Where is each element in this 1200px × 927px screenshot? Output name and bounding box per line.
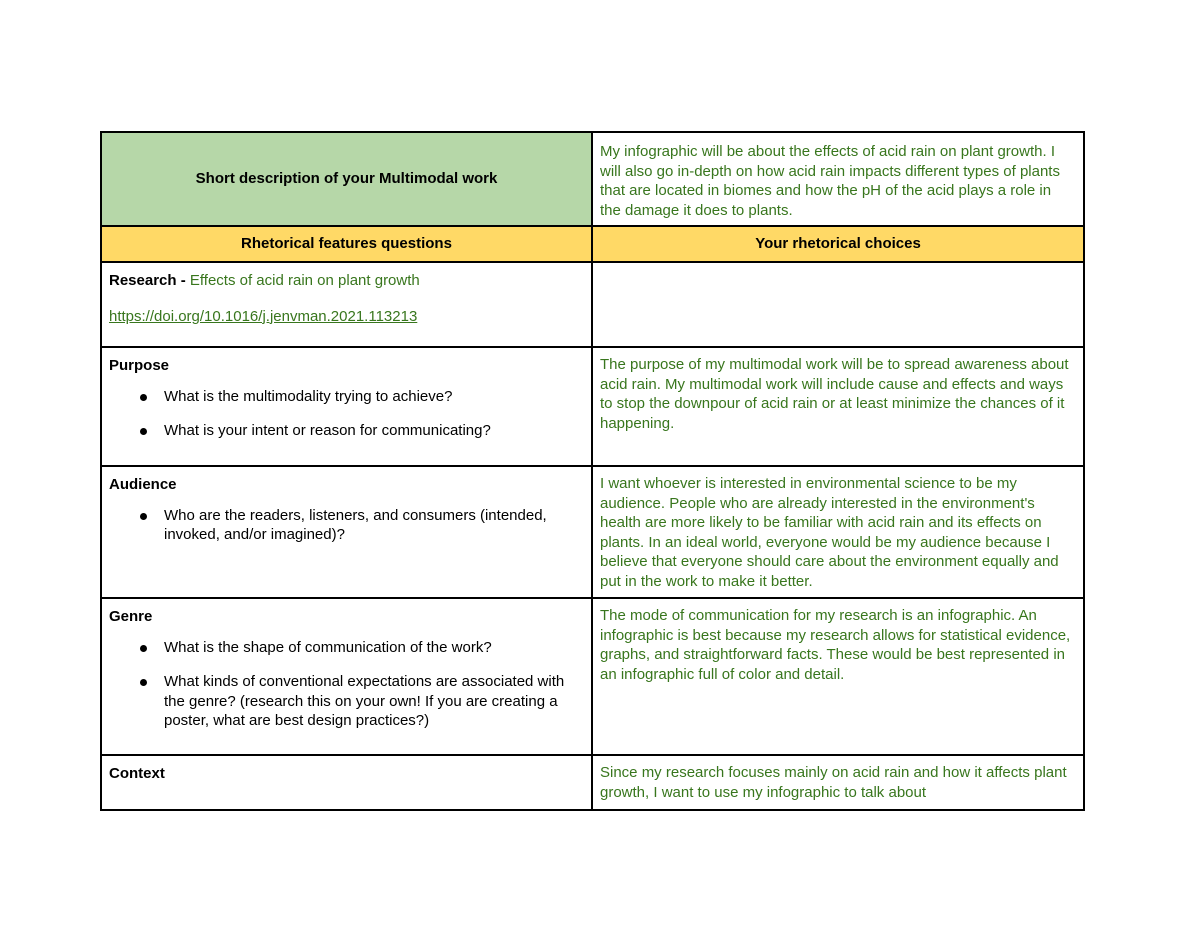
research-topic: Effects of acid rain on plant growth	[185, 272, 420, 289]
purpose-cell	[101, 347, 592, 466]
purpose-question: What is the multimodality trying to achieve?	[164, 387, 584, 407]
purpose-row	[101, 347, 1084, 466]
audience-answer-cell	[592, 466, 1084, 598]
research-link[interactable]: https://doi.org/10.1016/j.jenvman.2021.113213	[109, 307, 418, 325]
research-answer-cell	[592, 262, 1084, 347]
genre-cell	[101, 598, 592, 755]
research-label: Research -	[109, 272, 186, 289]
audience-row	[101, 466, 1084, 598]
research-row	[101, 262, 1084, 347]
genre-answer: The mode of communication for my research is an infographic. An infographic is best because my research allows for statistical evidence, graphs, and straightforward facts. These would be best represented in an infographic full of color and detail.	[600, 607, 1071, 683]
purpose-questions	[109, 387, 584, 441]
column-header-questions: Rhetorical features questions	[101, 226, 592, 262]
rhetorical-features-table	[100, 131, 1085, 811]
audience-cell	[101, 466, 592, 598]
purpose-title: Purpose	[109, 357, 170, 374]
description-text: My infographic will be about the effects of acid rain on plant growth. I will also go in-depth on how acid rain impacts different types of plants that are located in biomes and how the pH of the acid plays a role in the damage it does to plants.	[592, 132, 1084, 226]
research-cell	[101, 262, 592, 347]
context-cell	[101, 755, 592, 810]
context-answer: Since my research focuses mainly on acid rain and how it affects plant growth, I want to use my infographic to talk about	[600, 764, 1067, 801]
column-header-choices: Your rhetorical choices	[592, 226, 1084, 262]
purpose-answer-cell	[592, 347, 1084, 466]
audience-title: Audience	[109, 476, 177, 493]
column-header-row	[101, 226, 1084, 262]
audience-question: Who are the readers, listeners, and consumers (intended, invoked, and/or imagined)?	[164, 506, 584, 545]
genre-questions	[109, 638, 584, 731]
genre-title: Genre	[109, 608, 153, 625]
description-row	[101, 132, 1084, 226]
audience-answer: I want whoever is interested in environmental science to be my audience. People who are already interested in the environment's health are more likely to be familiar with acid rain and its effects on plants. In an ideal world, everyone would be my audience because I believe that everyone should care about the environment equally and put in the work to make it better.	[600, 475, 1059, 590]
genre-question: What is the shape of communication of the work?	[164, 638, 584, 658]
context-answer-cell	[592, 755, 1084, 810]
description-label: Short description of your Multimodal work	[101, 132, 592, 226]
context-row	[101, 755, 1084, 810]
genre-answer-cell	[592, 598, 1084, 755]
purpose-answer: The purpose of my multimodal work will be to spread awareness about acid rain. My multimodal work will include cause and effects and ways to stop the downpour of acid rain or at least minimize the chances of it happening.	[600, 356, 1069, 432]
context-title: Context	[109, 765, 165, 782]
research-line	[109, 271, 584, 291]
genre-question: What kinds of conventional expectations are associated with the genre? (research this on your own! If you are creating a poster, what are best design practices?)	[164, 672, 584, 731]
audience-questions	[109, 506, 584, 545]
purpose-question: What is your intent or reason for communicating?	[164, 421, 584, 441]
genre-row	[101, 598, 1084, 755]
